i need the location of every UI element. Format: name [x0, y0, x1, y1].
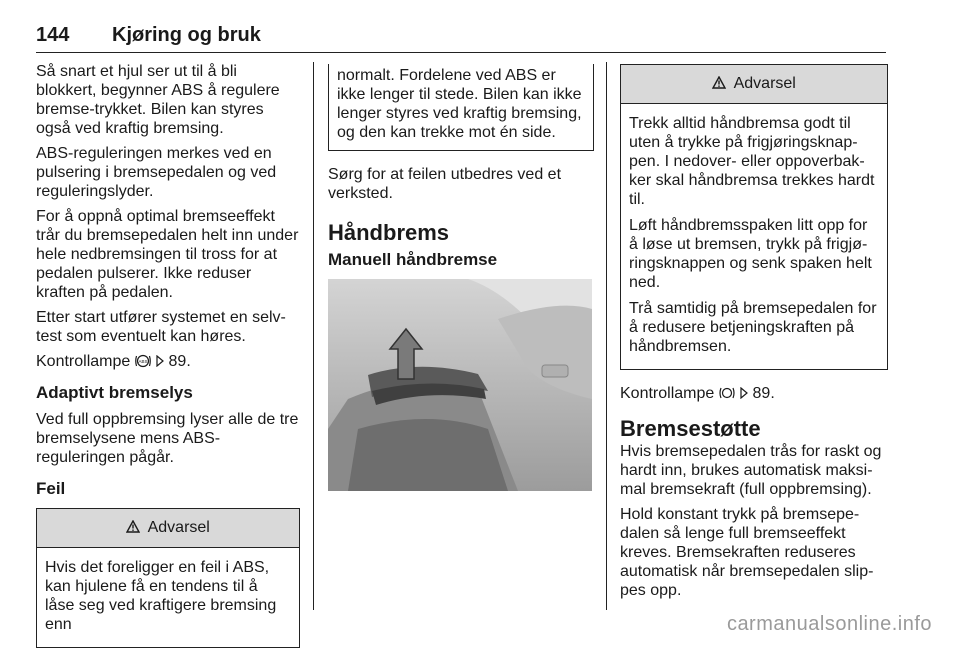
paragraph: Ved full oppbremsing lyser alle de tre bremselysene mens ABS-reguleringen pågår. [36, 411, 299, 466]
warning-text: Trekk alltid håndbremsa godt til uten å trykke på frigjøringsknap-pen. I nedover- eller oppoverbak-ker skal håndbremsa trekkes hardt til. [629, 115, 875, 208]
column-divider [313, 62, 314, 610]
warning-header [37, 509, 299, 548]
page-reference-arrow-icon [155, 353, 169, 369]
paragraph: ABS-reguleringen merkes ved en pulsering i bremsepedalen og ved reguleringslyder. [36, 145, 277, 200]
column-1 [36, 62, 300, 648]
subheading-fault: Feil [36, 479, 66, 498]
paragraph: Så snart et hjul ser ut til å bli blokkert, begynner ABS å regulere bremse-trykket. Bilen kan styres også ved kraftig bremsing. [36, 63, 280, 137]
brake-warning-icon [719, 385, 739, 401]
column-3 [620, 64, 888, 606]
page-reference[interactable]: 89. [752, 385, 775, 402]
warning-text: normalt. Fordelene ved ABS er ikke lenger til stede. Bilen kan ikke lenger styres ved kraftig bremsing, og den kan trekke mot én side. [337, 67, 582, 141]
subheading-manual-handbrake: Manuell håndbremse [328, 250, 498, 269]
handbrake-illustration [328, 279, 592, 491]
warning-title: Advarsel [147, 519, 210, 536]
abs-icon [135, 353, 155, 369]
warning-box [620, 64, 888, 370]
warning-title: Advarsel [733, 75, 796, 92]
warning-box-continued [328, 64, 594, 151]
indicator-reference [620, 384, 888, 403]
warning-text: Hvis det foreligger en feil i ABS, kan hjulene få en tendens til å låse seg ved kraftigere bremsing enn [45, 559, 277, 633]
column-divider [606, 62, 607, 610]
warning-body [621, 104, 887, 369]
warning-text: Løft håndbremsspaken litt opp for å løse ut bremsen, trykk på frigjø-ringsknappen og senk spaken helt ned. [629, 217, 872, 291]
warning-body [37, 548, 299, 647]
page-reference-arrow-icon [739, 385, 753, 401]
page-reference[interactable]: 89. [168, 353, 191, 370]
warning-header [621, 65, 887, 104]
page-number: 144 [36, 24, 70, 46]
section-heading-handbrake: Håndbrems [328, 220, 450, 245]
chapter-title: Kjøring og bruk [112, 24, 261, 46]
reference-label: Kontrollampe [620, 385, 715, 402]
paragraph: Sørg for at feilen utbedres ved et verksted. [328, 166, 562, 202]
warning-text: Trå samtidig på bremsepedalen for å redusere betjeningskraften på håndbremsen. [629, 300, 877, 355]
paragraph: For å oppnå optimal bremseeffekt trår du bremsepedalen helt inn under hele nedbremsingen til tross for at pedalen pulserer. Ikke reduser kraften på pedalen. [36, 208, 299, 301]
warning-triangle-icon [712, 75, 730, 92]
paragraph: Etter start utfører systemet en selv-test som eventuelt kan høres. [36, 309, 286, 345]
page-header [36, 22, 886, 53]
indicator-reference [36, 352, 300, 371]
column-2 [328, 64, 594, 491]
watermark: carmanualsonline.info [726, 613, 932, 635]
subheading-adaptive-brake-light: Adaptivt bremselys [36, 383, 193, 402]
svg-text:ABS: ABS [138, 359, 148, 364]
paragraph: Hvis bremsepedalen trås for raskt og hardt inn, brukes automatisk maksi-mal bremsekraft (full oppbremsing). [620, 443, 882, 498]
warning-triangle-icon [126, 519, 144, 536]
section-heading-brake-assist: Bremsestøtte [620, 416, 761, 441]
paragraph: Hold konstant trykk på bremsepe-dalen så lenge full bremseeffekt kreves. Bremsekraften reduseres automatisk når bremsepedalen slip-pes opp. [620, 506, 874, 599]
warning-box [36, 508, 300, 648]
reference-label: Kontrollampe [36, 353, 131, 370]
